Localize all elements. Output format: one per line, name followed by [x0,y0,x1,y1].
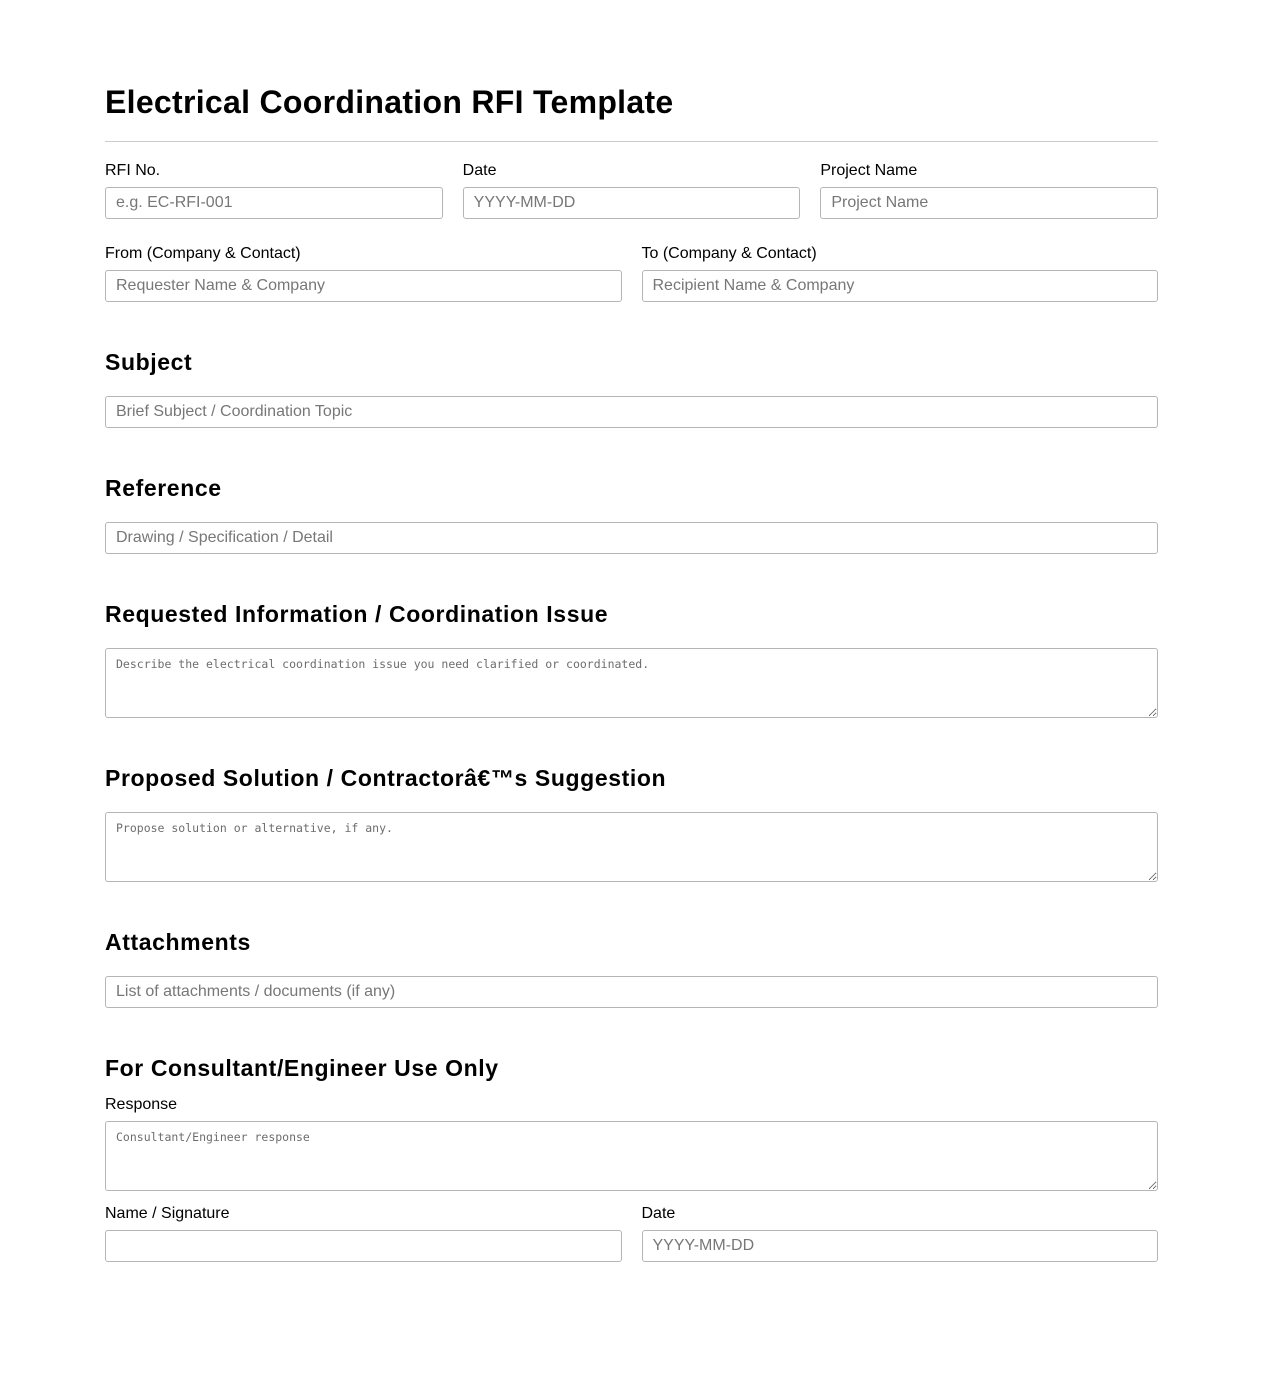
name-signature-label: Name / Signature [105,1205,230,1222]
subject-heading: Subject [105,349,193,375]
requested-info-section [105,600,1158,718]
header-fields-row [105,162,1158,219]
requested-info-textarea[interactable] [105,648,1158,718]
consultant-date-field-group [642,1205,1159,1262]
project-name-field-group [820,162,1158,219]
date-input[interactable] [463,187,801,219]
rfi-no-field-group [105,162,443,219]
title-divider [105,141,1158,142]
to-label: To (Company & Contact) [641,245,817,262]
date-label: Date [462,162,497,179]
consultant-date-input[interactable] [642,1230,1159,1262]
rfi-form-page [105,0,1158,1262]
consultant-signoff-row [105,1205,1158,1262]
from-label: From (Company & Contact) [105,245,301,262]
from-field-group [105,245,622,302]
subject-input[interactable] [105,396,1158,428]
project-name-label: Project Name [820,162,918,179]
to-input[interactable] [642,270,1159,302]
parties-row [105,245,1158,302]
project-name-input[interactable] [820,187,1158,219]
proposed-solution-textarea[interactable] [105,812,1158,882]
proposed-solution-heading: Proposed Solution / Contractorâ€™s Suggestion [105,765,667,791]
attachments-section [105,928,1158,1008]
date-field-group [463,162,801,219]
rfi-no-label: RFI No. [105,162,161,179]
reference-input[interactable] [105,522,1158,554]
page-title: Electrical Coordination RFI Template [105,84,674,120]
attachments-input[interactable] [105,976,1158,1008]
reference-section [105,474,1158,554]
consultant-heading: For Consultant/Engineer Use Only [105,1055,499,1081]
name-signature-input[interactable] [105,1230,622,1262]
proposed-solution-section [105,764,1158,882]
consultant-date-label: Date [641,1205,676,1222]
response-label: Response [105,1096,178,1113]
name-signature-field-group [105,1205,622,1262]
requested-info-heading: Requested Information / Coordination Issue [105,601,609,627]
attachments-heading: Attachments [105,929,251,955]
subject-section [105,348,1158,428]
from-input[interactable] [105,270,622,302]
response-textarea[interactable] [105,1121,1158,1191]
to-field-group [642,245,1159,302]
rfi-no-input[interactable] [105,187,443,219]
reference-heading: Reference [105,475,222,501]
consultant-section [105,1054,1158,1262]
